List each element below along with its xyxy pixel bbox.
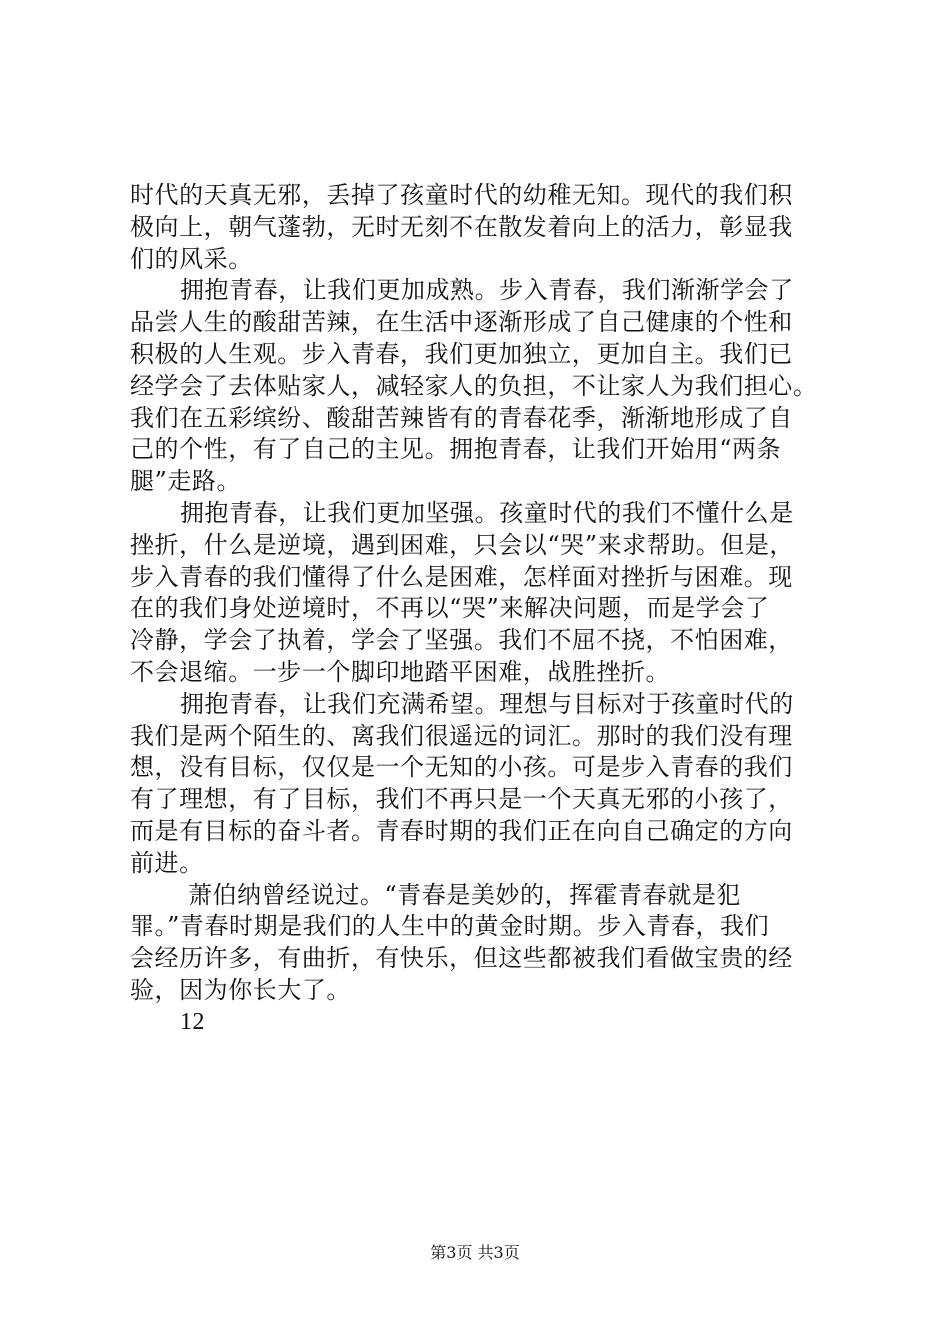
text-line: 己的个性，有了自己的主见。拥抱青春，让我们开始用“两条 xyxy=(130,435,782,464)
text-line: 步入青春的我们懂得了什么是困难，怎样面对挫折与困难。现 xyxy=(130,562,793,591)
text-line: 我们在五彩缤纷、酸甜苦辣皆有的青春花季，渐渐地形成了自 xyxy=(130,403,793,432)
text-line: 验，因为你长大了。 xyxy=(130,975,351,1004)
paragraph-start-line: 拥抱青春，让我们更加坚强。孩童时代的我们不懂什么是 xyxy=(180,498,794,527)
text-line: 前进。 xyxy=(130,848,204,877)
text-line: 想，没有目标，仅仅是一个无知的小孩。可是步入青春的我们 xyxy=(130,753,793,782)
text-line: 积极的人生观。步入青春，我们更加独立，更加自主。我们已 xyxy=(130,339,793,368)
paragraph-start-line: 拥抱青春，让我们充满希望。理想与目标对于孩童时代的 xyxy=(180,689,794,718)
text-line: 而是有目标的奋斗者。青春时期的我们正在向自己确定的方向 xyxy=(130,816,793,845)
paragraph-start-line: 萧伯纳曾经说过。“青春是美妙的，挥霍青春就是犯 xyxy=(188,880,741,909)
body-text xyxy=(130,180,830,1039)
text-line: 挫折，什么是逆境，遇到困难，只会以“哭”来求帮助。但是， xyxy=(130,530,794,559)
text-line: 在的我们身处逆境时，不再以“哭”来解决问题，而是学会了 xyxy=(130,594,770,623)
page-number-label: 第3页 共3页 xyxy=(430,1243,520,1262)
text-line: 极向上，朝气蓬勃，无时无刻不在散发着向上的活力，彰显我 xyxy=(130,212,793,241)
paragraph-start-line: 拥抱青春，让我们更加成熟。步入青春，我们渐渐学会了 xyxy=(180,276,794,305)
page-footer xyxy=(0,1243,950,1263)
text-line: 会经历许多，有曲折，有快乐，但这些都被我们看做宝贵的经 xyxy=(130,944,793,973)
text-line: 时代的天真无邪，丢掉了孩童时代的幼稚无知。现代的我们积 xyxy=(130,181,793,209)
text-line: 腿”走路。 xyxy=(130,467,242,496)
text-line: 有了理想，有了目标，我们不再只是一个天真无邪的小孩了， xyxy=(130,785,793,814)
text-line: 罪。”青春时期是我们的人生中的黄金时期。步入青春，我们 xyxy=(130,912,770,941)
text-line: 不会退缩。一步一个脚印地踏平困难，战胜挫折。 xyxy=(130,657,671,686)
text-line: 经学会了去体贴家人，减轻家人的负担，不让家人为我们担心。 xyxy=(130,371,818,400)
text-line: 冷静，学会了执着，学会了坚强。我们不屈不挠，不怕困难， xyxy=(130,626,793,655)
text-line: 们的风采。 xyxy=(130,244,253,273)
text-line: 品尝人生的酸甜苦辣，在生活中逐渐形成了自己健康的个性和 xyxy=(130,308,793,337)
trailing-number: 12 xyxy=(180,1008,206,1035)
text-line: 我们是两个陌生的、离我们很遥远的词汇。那时的我们没有理 xyxy=(130,721,793,750)
